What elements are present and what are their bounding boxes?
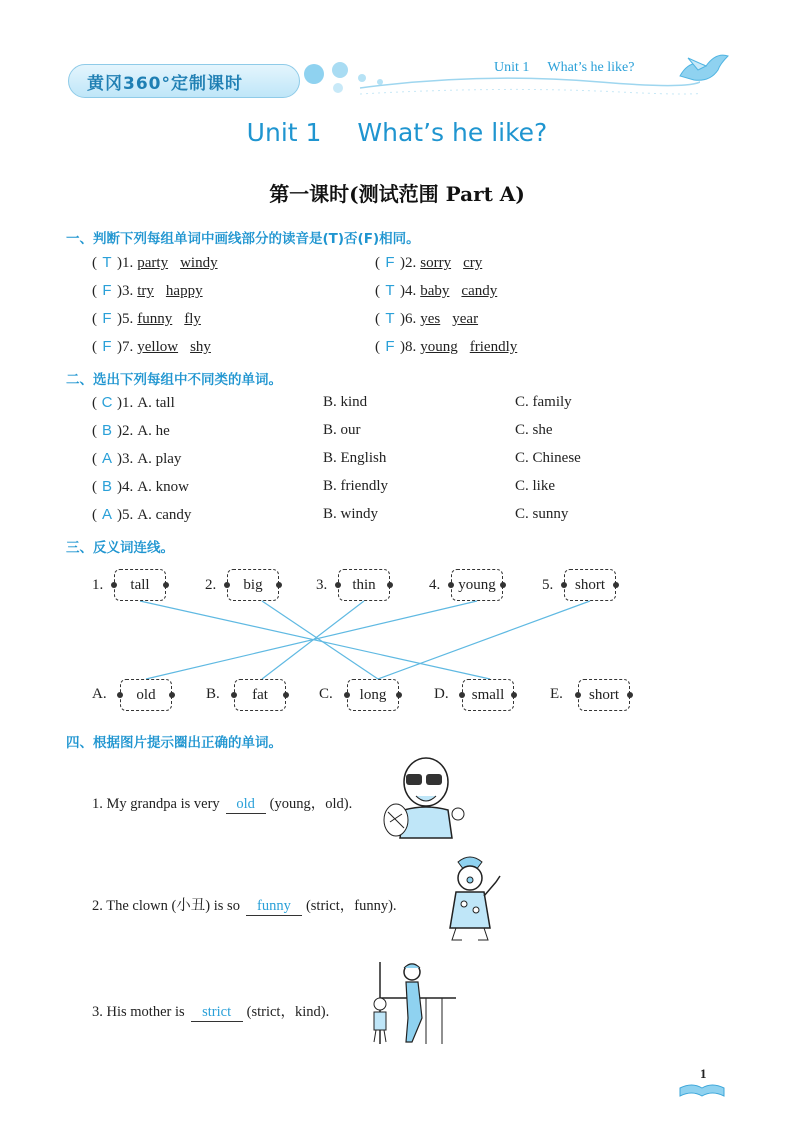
option-c-text: C. family (515, 394, 572, 410)
word-2: friendly (469, 339, 518, 355)
option-b-text: B. our (323, 422, 361, 438)
match-bottom-letter: B. (206, 686, 220, 702)
part4-sentence (92, 1000, 329, 1022)
sentence-start: 1. My grandpa is very (92, 796, 220, 812)
word-2: candy (461, 283, 498, 299)
page-number: 1 (700, 1066, 707, 1081)
sentence-start: 3. His mother is (92, 1004, 185, 1020)
word-2: year (452, 311, 479, 327)
word-2: windy (180, 255, 218, 271)
part2-item: ( A )5. A. candy (92, 506, 192, 523)
part2-item: ( B )2. A. he (92, 422, 170, 439)
option-a: A. tall (137, 395, 175, 411)
answer-blank[interactable]: old (226, 796, 266, 814)
section-1-heading: 一、判断下列每组单词中画线部分的读音是(T)否(F)相同。 (66, 231, 420, 247)
match-top-number: 1. (92, 577, 104, 593)
word-2: shy (190, 339, 211, 355)
answer-text: B (101, 478, 112, 495)
part2-item: ( C )1. A. tall (92, 394, 175, 411)
answer-text: T (385, 282, 395, 299)
answer-text: F (385, 338, 395, 355)
part1-item: ( T )1. party windy (92, 254, 218, 271)
option-c-text: C. sunny (515, 506, 569, 522)
answer-blank[interactable]: strict (191, 1004, 243, 1022)
answer-text: F (102, 338, 112, 355)
lesson-subtitle: 第一课时(测试范围 Part A) (269, 182, 525, 206)
section-4-heading: 四、根据图片提示圈出正确的单词。 (66, 735, 282, 751)
part2-item: ( B )4. A. know (92, 478, 189, 495)
item-number: )2. (400, 255, 417, 271)
match-bottom-letter: E. (550, 686, 563, 702)
answer-text: T (102, 254, 112, 271)
item-number: )6. (400, 311, 417, 327)
clown-illustration (440, 852, 504, 944)
option-a: A. play (137, 451, 182, 467)
item-number: )8. (400, 339, 417, 355)
item-number: )1. (117, 255, 134, 271)
match-top-number: 5. (542, 577, 554, 593)
match-top-word[interactable]: thin (338, 569, 390, 601)
part1-item: ( F )8. young friendly (375, 338, 518, 355)
title-text: What’s he like? (357, 118, 548, 147)
part2-item: ( A )3. A. play (92, 450, 182, 467)
option-c-text: C. like (515, 478, 555, 494)
answer-blank[interactable]: funny (246, 898, 302, 916)
item-number: )7. (117, 339, 134, 355)
match-bottom-word[interactable]: long (347, 679, 399, 711)
part1-item: ( T )6. yes year (375, 310, 479, 327)
match-bottom-word[interactable]: old (120, 679, 172, 711)
header-unit: Unit 1 (494, 60, 530, 75)
match-top-number: 4. (429, 577, 441, 593)
answer-text: F (102, 282, 112, 299)
option-b-text: B. friendly (323, 478, 388, 494)
word-1: try (137, 283, 154, 299)
answer-text: F (102, 310, 112, 327)
item-number: )4. (400, 283, 417, 299)
match-bottom-letter: D. (434, 686, 449, 702)
item-number: )4. (117, 479, 134, 495)
match-bottom-letter: C. (319, 686, 333, 702)
match-top-word[interactable]: short (564, 569, 616, 601)
answer-text: T (385, 310, 395, 327)
match-bottom-word[interactable]: small (462, 679, 514, 711)
answer-text: A (101, 506, 112, 523)
part1-item: ( F )2. sorry cry (375, 254, 483, 271)
title-unit: Unit 1 (246, 118, 322, 147)
word-1: yellow (137, 339, 179, 355)
match-top-word[interactable]: big (227, 569, 279, 601)
choice-options: (young，old). (269, 796, 353, 812)
option-c-text: C. she (515, 422, 553, 438)
sentence-start: 2. The clown (小丑) is so (92, 898, 240, 914)
match-top-number: 2. (205, 577, 217, 593)
answer-text: C (101, 394, 113, 411)
grandpa-illustration (380, 752, 470, 842)
choice-options: (strict，funny). (305, 898, 397, 914)
answer-text: F (385, 254, 395, 271)
option-c-text: C. Chinese (515, 450, 581, 466)
item-number: )1. (117, 395, 134, 411)
series-banner: 黄冈360°定制课时 (68, 64, 300, 98)
match-top-number: 3. (316, 577, 328, 593)
word-2: fly (184, 311, 201, 327)
answer-text: B (101, 422, 112, 439)
part1-item: ( F )3. try happy (92, 282, 203, 299)
choice-options: (strict，kind). (246, 1004, 330, 1020)
option-a: A. he (137, 423, 170, 439)
word-1: party (137, 255, 169, 271)
item-number: )2. (117, 423, 134, 439)
item-number: )3. (117, 283, 134, 299)
option-b-text: B. kind (323, 394, 368, 410)
match-bottom-word[interactable]: fat (234, 679, 286, 711)
word-2: happy (165, 283, 203, 299)
part4-sentence (92, 894, 397, 916)
word-1: sorry (420, 255, 452, 271)
option-a: A. know (137, 479, 189, 495)
word-2: cry (463, 255, 483, 271)
part1-item: ( F )5. funny fly (92, 310, 201, 327)
item-number: )5. (117, 507, 134, 523)
header-unit-title: What’s he like? (547, 60, 635, 75)
book-icon (678, 1078, 726, 1098)
part1-item: ( T )4. baby candy (375, 282, 498, 299)
item-number: )5. (117, 311, 134, 327)
match-top-word[interactable]: young (451, 569, 503, 601)
section-2-heading: 二、选出下列每组中不同类的单词。 (66, 372, 282, 388)
part4-sentence (92, 792, 352, 814)
section-3-heading: 三、反义词连线。 (66, 540, 174, 556)
match-top-word[interactable]: tall (114, 569, 166, 601)
match-bottom-word[interactable]: short (578, 679, 630, 711)
answer-text: A (101, 450, 112, 467)
option-b-text: B. windy (323, 506, 379, 522)
match-bottom-letter: A. (92, 686, 107, 702)
word-1: yes (420, 311, 441, 327)
item-number: )3. (117, 451, 134, 467)
word-1: baby (420, 283, 450, 299)
word-1: funny (137, 311, 173, 327)
option-b-text: B. English (323, 450, 387, 466)
mother-illustration (366, 958, 458, 1050)
option-a: A. candy (137, 507, 192, 523)
word-1: young (420, 339, 458, 355)
part1-item: ( F )7. yellow shy (92, 338, 211, 355)
